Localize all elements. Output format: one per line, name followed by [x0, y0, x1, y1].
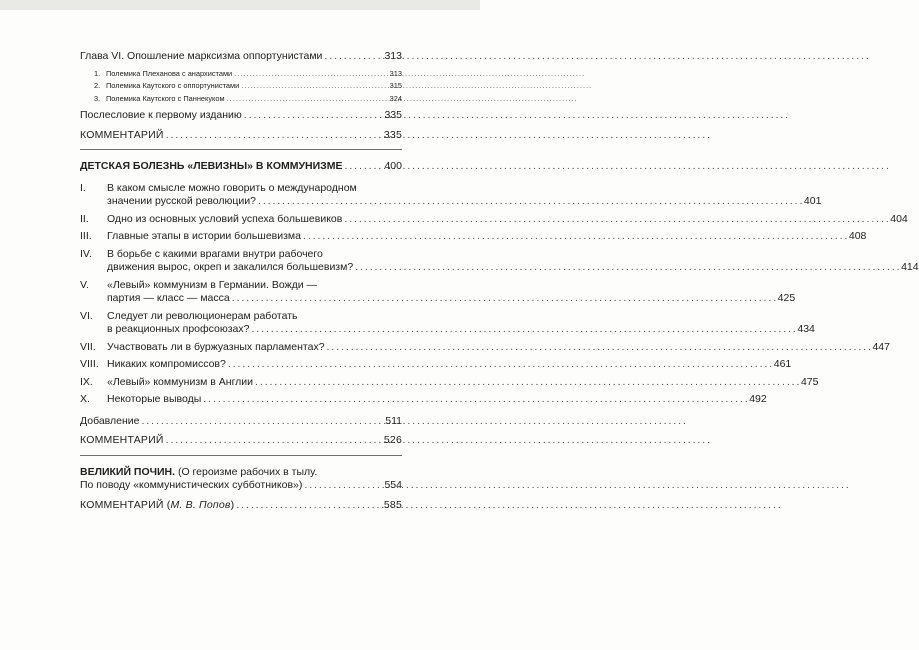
- toc-chapter-8[interactable]: [80, 358, 792, 372]
- toc-chapter-9[interactable]: [80, 375, 819, 390]
- section-divider: [80, 455, 402, 456]
- toc-subentry-3[interactable]: [80, 93, 402, 106]
- toc-page-number: 447: [872, 340, 890, 353]
- toc-chapter-2[interactable]: [80, 212, 908, 227]
- toc-page-number: 526: [383, 434, 402, 446]
- subentry-number: 3.: [94, 93, 101, 103]
- toc-page-number: 511: [385, 414, 402, 427]
- chapter-number: I.: [80, 181, 86, 194]
- chapter-title: партия — класс — масса: [107, 292, 230, 304]
- dot-leader: [203, 393, 747, 407]
- top-edge-strip: [0, 0, 480, 10]
- dot-leader: [355, 261, 899, 275]
- chapter-number: III.: [80, 230, 92, 242]
- toc-page-number: 425: [777, 292, 796, 304]
- section-subtitle: (О героизме рабочих в тылу.: [175, 465, 318, 478]
- chapter-number: V.: [80, 278, 89, 291]
- toc-page-number: 315: [389, 81, 402, 90]
- toc-entry-comments[interactable]: [80, 129, 402, 143]
- toc-page-number: 434: [797, 323, 815, 335]
- dot-leader: [251, 323, 795, 337]
- dot-leader: [236, 499, 382, 513]
- toc-subentry-2[interactable]: [80, 80, 402, 93]
- chapter-number: VIII.: [80, 358, 99, 370]
- chapter-title: «Левый» коммунизм в Англии: [107, 375, 254, 388]
- chapter-title: Главные этапы в истории большевизма: [107, 230, 301, 242]
- chapter-number: IV.: [80, 247, 92, 260]
- chapter-title-line1: В борьбе с какими врагами внутри рабочего: [107, 247, 323, 260]
- toc-entry-comments-popov[interactable]: [80, 499, 402, 513]
- chapter-title-line1: В каком смысле можно говорить о международном: [107, 181, 357, 194]
- toc-page-number: 585: [383, 498, 402, 511]
- subentry-label: Полемика Каутского с Паннекуком: [106, 93, 225, 103]
- toc-entry-label: Послесловие к первому изданию: [80, 109, 242, 121]
- section-title: ВЕЛИКИЙ ПОЧИН.: [80, 465, 176, 478]
- subentry-label: Полемика Плеханова с анархистами: [106, 68, 233, 78]
- chapter-number: X.: [80, 393, 90, 405]
- chapter-list: [80, 181, 919, 407]
- toc-entry-label: Глава VI. Опошление марксизма оппортунистами: [80, 50, 323, 62]
- chapter-title-line1: «Левый» коммунизм в Германии. Вожди —: [107, 278, 318, 291]
- dot-leader: [142, 415, 384, 429]
- chapter-number: VI.: [80, 309, 93, 322]
- chapter-title: Участвовать ли в буржуазных парламентах?: [107, 340, 325, 353]
- toc-page-number: 313: [389, 68, 402, 78]
- dot-leader: [344, 160, 382, 174]
- dot-leader: [324, 50, 382, 64]
- dot-leader: [166, 434, 382, 448]
- dot-leader: [232, 292, 776, 306]
- chapter-number: IX.: [80, 375, 93, 388]
- subentry-label: Полемика Каутского с оппортунистами: [106, 81, 240, 90]
- toc-page-number: 554: [384, 479, 402, 491]
- toc-page-number: 414: [901, 261, 919, 273]
- toc-entry-chapter-vi[interactable]: [80, 50, 402, 64]
- toc-entry-afterword[interactable]: [80, 109, 402, 123]
- toc-page-number: 475: [800, 375, 819, 388]
- toc-entry-comments[interactable]: [80, 434, 402, 448]
- toc-page-number: 461: [773, 358, 792, 370]
- chapter-title: Одно из основных условий успеха большевиков: [107, 212, 343, 225]
- toc-page-number: 335: [383, 128, 402, 141]
- dot-leader: [228, 358, 772, 372]
- chapter-title: значении русской революции?: [107, 195, 256, 207]
- toc-entry-addendum[interactable]: [80, 415, 402, 429]
- section-divider: [80, 149, 402, 150]
- toc-chapter-4[interactable]: [80, 247, 919, 275]
- toc-page-number: 404: [890, 212, 908, 225]
- toc-chapter-1[interactable]: [80, 181, 822, 209]
- toc-chapter-7[interactable]: [80, 340, 890, 355]
- chapter-title: Некоторые выводы: [107, 393, 202, 405]
- dot-leader: [255, 376, 799, 390]
- chapter-title: Никаких компромиссов?: [107, 358, 226, 370]
- toc-entry-label: КОММЕНТАРИЙ (: [80, 498, 171, 511]
- toc-chapter-3[interactable]: [80, 230, 867, 244]
- dot-leader: [303, 230, 847, 244]
- dot-leader: [304, 479, 382, 493]
- dot-leader: [241, 80, 387, 93]
- toc-page-number: 335: [384, 109, 402, 121]
- toc-page-number: 400: [384, 160, 402, 172]
- dot-leader: [227, 93, 388, 106]
- toc-subentry-1[interactable]: [80, 68, 402, 81]
- chapter-number: II.: [80, 212, 89, 225]
- toc-entry-label: КОММЕНТАРИЙ: [80, 128, 164, 141]
- dot-leader: [244, 109, 383, 123]
- table-of-contents: [80, 50, 919, 512]
- toc-entry-label-close: ): [230, 498, 235, 511]
- toc-entry-label: Добавление: [80, 414, 140, 427]
- dot-leader: [258, 195, 802, 209]
- toc-page-number: 324: [389, 93, 402, 103]
- chapter-number: VII.: [80, 340, 96, 353]
- dot-leader: [344, 213, 888, 227]
- toc-chapter-10[interactable]: [80, 393, 767, 407]
- dot-leader: [327, 341, 871, 355]
- toc-page-number: 492: [749, 393, 767, 405]
- dot-leader: [166, 129, 382, 143]
- toc-section-great-beginning[interactable]: [80, 466, 402, 493]
- comments-author: М. В. Попов: [170, 498, 231, 511]
- subentry-number: 1.: [94, 68, 101, 78]
- toc-chapter-6[interactable]: [80, 309, 815, 337]
- toc-section-title-leftism[interactable]: [80, 160, 402, 174]
- toc-page-number: 401: [803, 195, 822, 207]
- toc-entry-label: КОММЕНТАРИЙ: [80, 434, 164, 446]
- toc-chapter-5[interactable]: [80, 278, 796, 306]
- section-subtitle-line2: По поводу «коммунистических субботников»): [80, 479, 303, 491]
- subentry-number: 2.: [94, 81, 101, 90]
- toc-page-number: 313: [384, 50, 402, 62]
- chapter-title-line1: Следует ли революционерам работать: [107, 309, 298, 322]
- dot-leader: [234, 68, 387, 81]
- toc-page-number: 408: [848, 230, 867, 242]
- section-title: ДЕТСКАЯ БОЛЕЗНЬ «ЛЕВИЗНЫ» В КОММУНИЗМЕ: [80, 160, 343, 172]
- chapter-title: движения вырос, окреп и закалился большевизм?: [107, 261, 354, 273]
- chapter-title: в реакционных профсоюзах?: [107, 323, 250, 335]
